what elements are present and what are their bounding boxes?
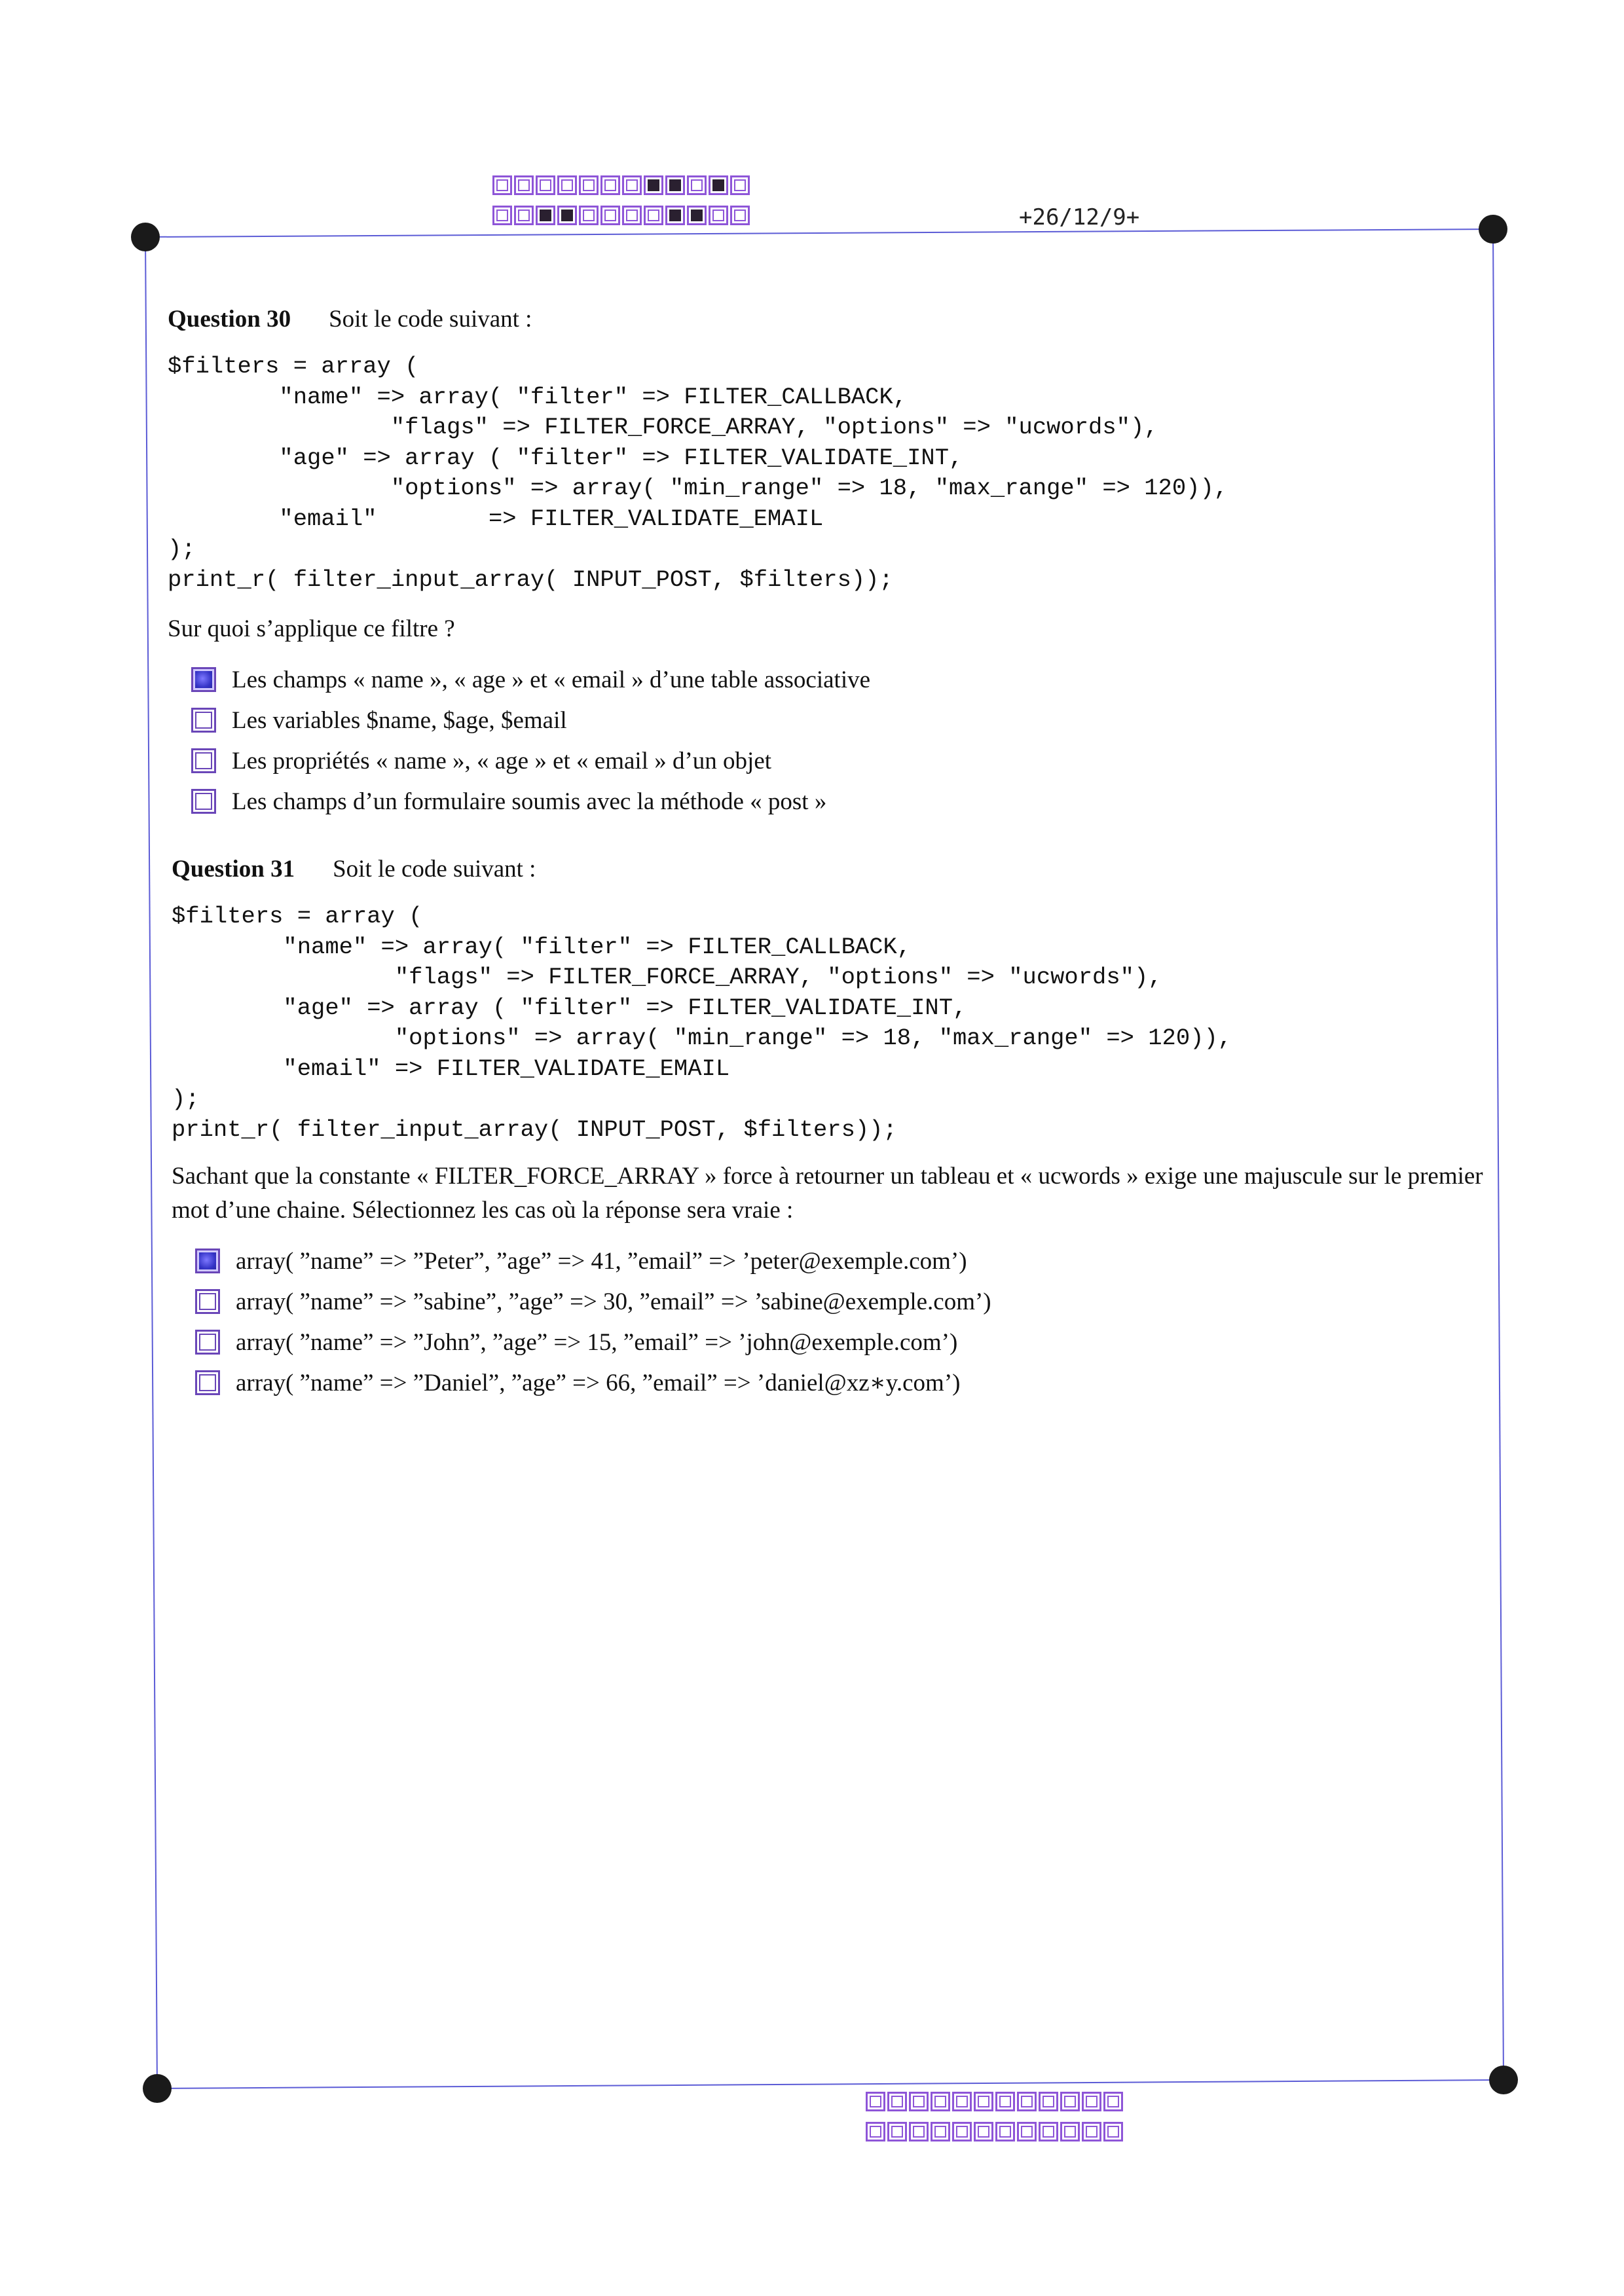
- code-cell: [557, 206, 577, 225]
- question-header: [168, 305, 1490, 333]
- code-cell: [909, 2122, 929, 2141]
- answer-label: array( ”name” => ”sabine”, ”age” => 30, ”email” => ’sabine@exemple.com’): [236, 1288, 991, 1315]
- question-header: [172, 855, 1494, 883]
- code-cell: [1060, 2092, 1080, 2111]
- code-block: $filters = array ( "name" => array( "filter" => FILTER_CALLBACK, "flags" => FILTER_FORCE_ARRAY, "options" => "ucwords"), "age" => array ( "filter" => FILTER_VALIDATE_INT, "options" => array( "min_range" => 18, "max_range" => 120)), "email" => FILTER_VALIDATE_EMAIL ); print_r( filter_input_array( INPUT_POST, $filters));: [168, 353, 1228, 593]
- answer-option[interactable]: [195, 1281, 1494, 1322]
- code-cell: [866, 2122, 885, 2141]
- answer-label: Les propriétés « name », « age » et « email » d’un objet: [232, 747, 772, 774]
- code-cell: [866, 2092, 885, 2111]
- code-cell: [1039, 2092, 1058, 2111]
- corner-mark-top-right: [1479, 215, 1507, 244]
- answer-checkbox[interactable]: [195, 1248, 220, 1273]
- bottom-code-bar-row-2: [866, 2122, 1123, 2141]
- answer-label: Les champs d’un formulaire soumis avec la méthode « post »: [232, 788, 827, 815]
- code-cell: [995, 2122, 1015, 2141]
- code-cell: [730, 206, 750, 225]
- question-title: Question 30: [168, 306, 291, 333]
- code-cell: [622, 175, 642, 195]
- code-cell: [514, 206, 534, 225]
- code-cell: [974, 2122, 993, 2141]
- code-cell: [687, 206, 707, 225]
- code-cell: [1103, 2092, 1123, 2111]
- top-code-bar-row-1: [492, 175, 750, 195]
- answer-checkbox[interactable]: [191, 748, 216, 773]
- code-cell: [665, 175, 685, 195]
- code-block: $filters = array ( "name" => array( "filter" => FILTER_CALLBACK, "flags" => FILTER_FORCE_ARRAY, "options" => "ucwords"), "age" => array ( "filter" => FILTER_VALIDATE_INT, "options" => array( "min_range" => 18, "max_range" => 120)), "email" => FILTER_VALIDATE_EMAIL ); print_r( filter_input_array( INPUT_POST, $filters));: [172, 903, 1232, 1143]
- top-code-bar-row-2: [492, 206, 750, 225]
- code-cell: [536, 175, 555, 195]
- code-cell: [1103, 2122, 1123, 2141]
- question-intro: Soit le code suivant :: [329, 306, 532, 333]
- code-cell: [995, 2092, 1015, 2111]
- code-cell: [600, 206, 620, 225]
- code-cell: [887, 2092, 907, 2111]
- code-cell: [665, 206, 685, 225]
- question-intro: Soit le code suivant :: [333, 856, 536, 883]
- answer-option[interactable]: [191, 700, 1490, 740]
- answer-checkbox[interactable]: [195, 1289, 220, 1314]
- code-cell: [931, 2122, 950, 2141]
- code-cell: [1082, 2092, 1101, 2111]
- code-cell: [1082, 2122, 1101, 2141]
- code-cell: [492, 175, 512, 195]
- code-cell: [931, 2092, 950, 2111]
- question-title: Question 31: [172, 856, 295, 883]
- code-cell: [952, 2092, 972, 2111]
- answer-label: Les variables $name, $age, $email: [232, 706, 567, 734]
- code-cell: [536, 206, 555, 225]
- code-cell: [622, 206, 642, 225]
- code-cell: [644, 175, 663, 195]
- corner-mark-bottom-right: [1489, 2066, 1518, 2094]
- corner-mark-bottom-left: [143, 2074, 172, 2103]
- answer-option[interactable]: [191, 781, 1490, 822]
- code-cell: [644, 206, 663, 225]
- code-cell: [909, 2092, 929, 2111]
- code-cell: [1039, 2122, 1058, 2141]
- bottom-code-bar-row-1: [866, 2092, 1123, 2111]
- answer-option[interactable]: [191, 740, 1490, 781]
- answer-option[interactable]: [195, 1362, 1494, 1403]
- code-cell: [1017, 2122, 1037, 2141]
- page-id: +26/12/9+: [1019, 204, 1140, 230]
- code-cell: [492, 206, 512, 225]
- answer-label: array( ”name” => ”Peter”, ”age” => 41, ”email” => ’peter@exemple.com’): [236, 1247, 967, 1275]
- answer-checkbox[interactable]: [195, 1370, 220, 1395]
- answer-label: Les champs « name », « age » et « email » d’une table associative: [232, 666, 871, 693]
- question-prompt: Sachant que la constante « FILTER_FORCE_ARRAY » force à retourner un tableau et « ucwords » exige une majuscule sur le premier mot d’une chaine. Sélectionnez les cas où la réponse sera vraie :: [172, 1163, 1483, 1224]
- code-cell: [1060, 2122, 1080, 2141]
- code-cell: [974, 2092, 993, 2111]
- code-cell: [952, 2122, 972, 2141]
- corner-mark-top-left: [131, 223, 160, 251]
- code-cell: [687, 175, 707, 195]
- code-cell: [579, 206, 599, 225]
- question-31: [172, 855, 1494, 1403]
- code-cell: [730, 175, 750, 195]
- code-cell: [1017, 2092, 1037, 2111]
- answer-checkbox[interactable]: [191, 789, 216, 814]
- code-cell: [600, 175, 620, 195]
- answer-label: array( ”name” => ”John”, ”age” => 15, ”email” => ’john@exemple.com’): [236, 1328, 958, 1356]
- question-30: [168, 305, 1490, 822]
- code-cell: [709, 206, 728, 225]
- answer-option[interactable]: [195, 1322, 1494, 1362]
- code-cell: [514, 175, 534, 195]
- answer-list: [191, 659, 1490, 822]
- answer-option[interactable]: [195, 1241, 1494, 1281]
- code-cell: [709, 175, 728, 195]
- answer-checkbox[interactable]: [195, 1330, 220, 1355]
- answer-option[interactable]: [191, 659, 1490, 700]
- answer-checkbox[interactable]: [191, 708, 216, 733]
- answer-checkbox[interactable]: [191, 667, 216, 692]
- code-cell: [887, 2122, 907, 2141]
- code-cell: [579, 175, 599, 195]
- question-prompt: Sur quoi s’applique ce filtre ?: [168, 615, 455, 642]
- answer-list: [195, 1241, 1494, 1403]
- answer-label: array( ”name” => ”Daniel”, ”age” => 66, ”email” => ’daniel@xz∗y.com’): [236, 1370, 961, 1396]
- code-cell: [557, 175, 577, 195]
